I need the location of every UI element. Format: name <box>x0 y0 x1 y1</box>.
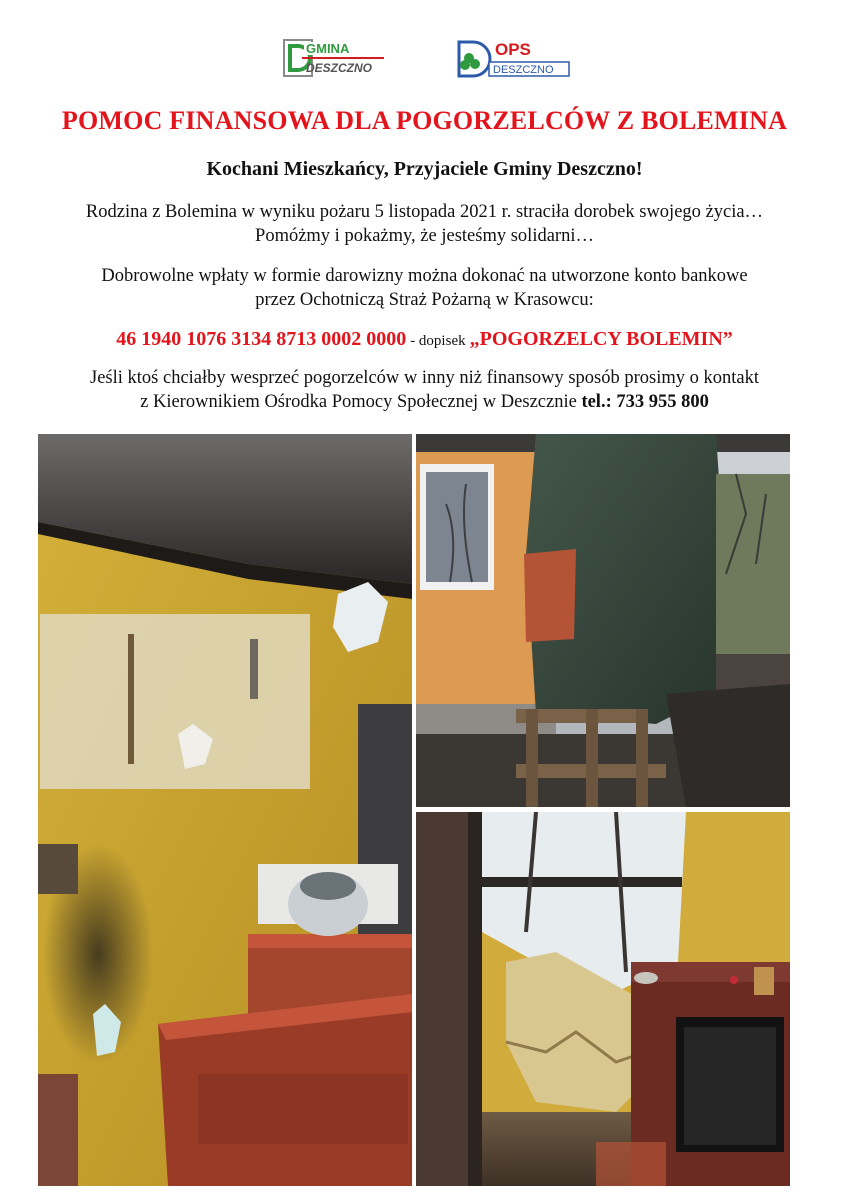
contact-paragraph <box>0 366 849 414</box>
photo-house-exterior-tarp <box>416 434 790 807</box>
bank-account-line <box>0 328 849 351</box>
contact-line-1: Jeśli ktoś chciałby wesprzeć pogorzelców w inny niż finansowy sposób prosimy o kontakt <box>90 368 759 388</box>
gmina-logo-line1: GMINA <box>306 41 350 56</box>
greeting: Kochani Mieszkańcy, Przyjaciele Gminy Deszczno! <box>206 158 643 180</box>
intro-line-2: Pomóżmy i pokażmy, że jesteśmy solidarni… <box>255 226 594 246</box>
ops-logo-line1: OPS <box>495 40 531 59</box>
photo-damaged-room-fireplace <box>416 812 790 1186</box>
gmina-deszczno-logo <box>282 38 386 80</box>
ops-logo-line2: DESZCZNO <box>493 64 554 76</box>
donation-paragraph <box>0 264 849 312</box>
page-title: POMOC FINANSOWA DLA POGORZELCÓW Z BOLEMINA <box>61 106 788 135</box>
transfer-title-note: „POGORZELCY BOLEMIN” <box>469 328 733 350</box>
donation-line-2: przez Ochotniczą Straż Pożarną w Krasowcu: <box>255 290 594 310</box>
contact-line-2 <box>0 390 849 414</box>
logo-bar <box>0 38 849 82</box>
intro-line-1: Rodzina z Bolemina w wyniku pożaru 5 listopada 2021 r. straciła dorobek swojego życia… <box>85 202 764 222</box>
gmina-logo-line2: DESZCZNO <box>306 61 372 75</box>
contact-phone: tel.: 733 955 800 <box>581 392 709 412</box>
contact-line-2-text: z Kierownikiem Ośrodka Pomocy Społecznej w Deszcznie <box>140 392 577 412</box>
account-note-separator: - dopisek <box>410 333 466 349</box>
bank-account-number: 46 1940 1076 3134 8713 0002 0000 <box>116 328 407 350</box>
ops-deszczno-logo <box>455 38 573 80</box>
donation-line-1: Dobrowolne wpłaty w formie darowizny można dokonać na utworzone konto bankowe <box>101 266 748 286</box>
photo-burned-interior <box>38 434 412 1186</box>
intro-paragraph <box>0 200 849 248</box>
